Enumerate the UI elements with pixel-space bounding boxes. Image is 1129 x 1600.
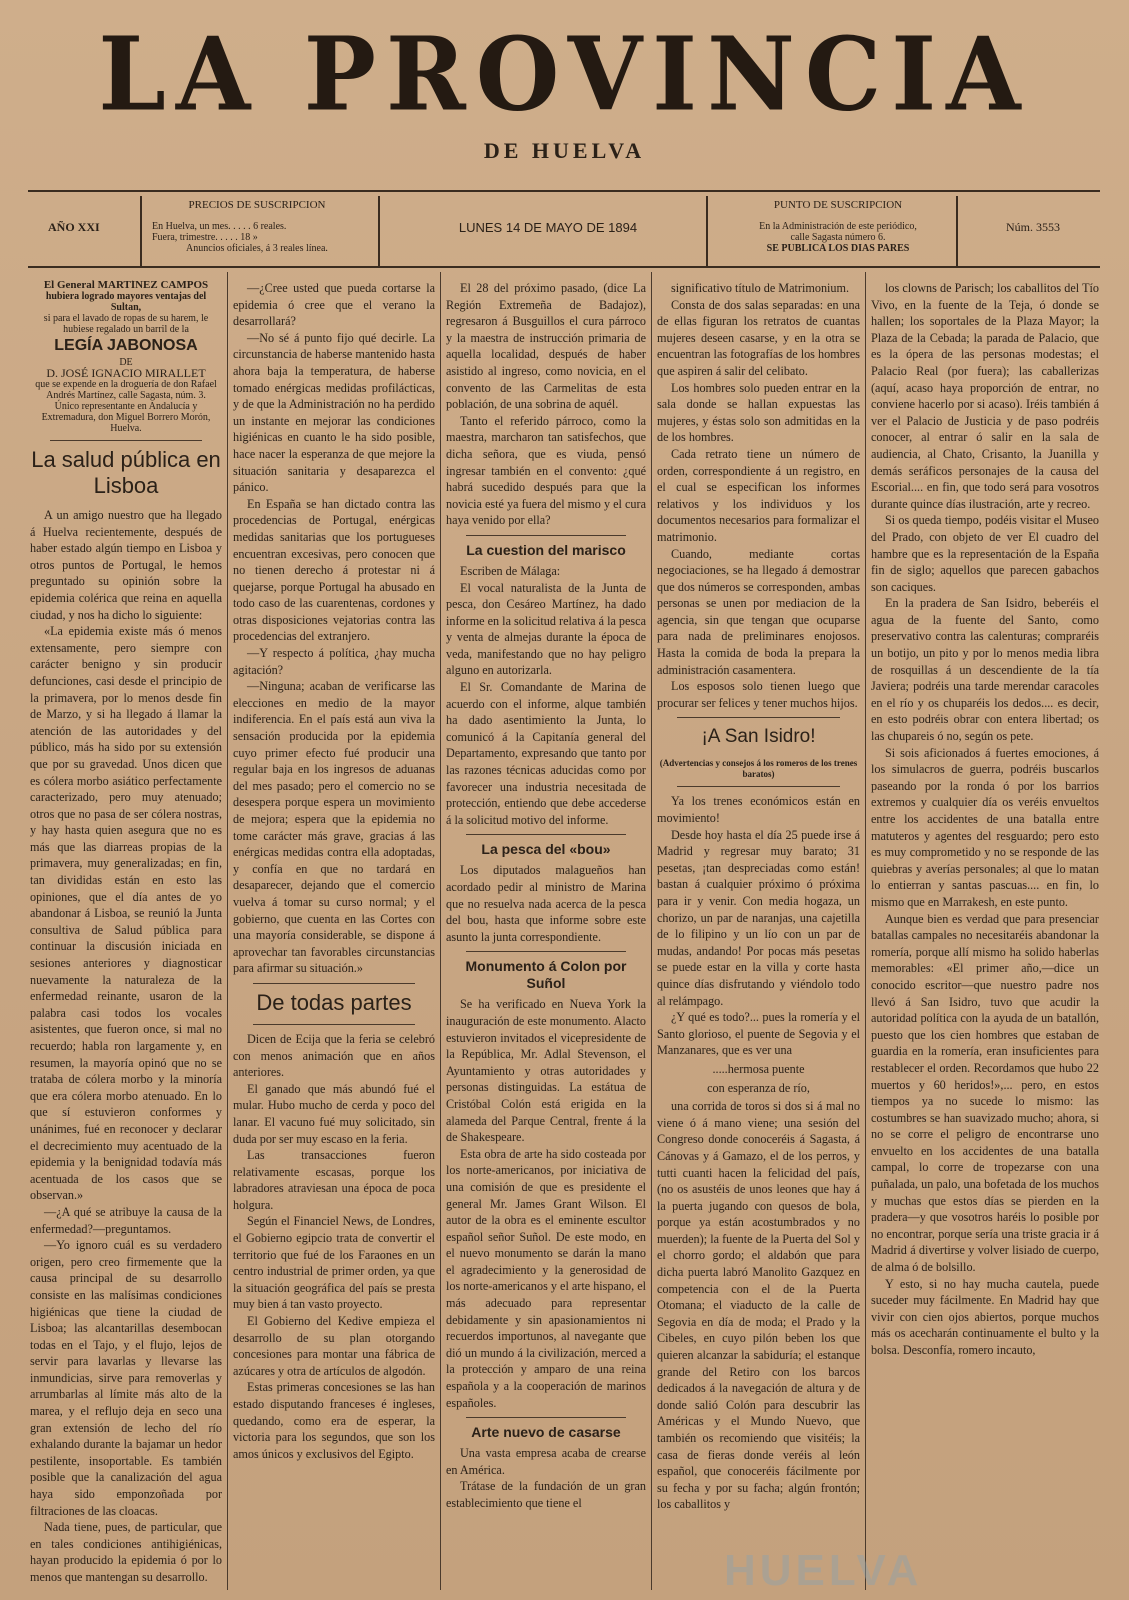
article-heading: La salud pública en Lisboa	[31, 447, 221, 498]
newspaper-title: LA PROVINCIA	[98, 15, 1031, 134]
info-separator	[706, 196, 708, 266]
paragraph: Trátase de la fundación de un gran establecimiento que tiene el	[446, 1479, 646, 1510]
divider	[677, 717, 840, 718]
prices-line-3: Anuncios oficiales, á 3 reales línea.	[186, 243, 328, 254]
paragraph: El Gobierno del Kedive empieza el desarrollo de su plan otorgando concesiones para montar una fábrica de azúcares y otra de artículos de algodón.	[233, 1314, 435, 1378]
newspaper-subtitle: DE HUELVA	[483, 138, 646, 163]
article-heading: Monumento á Colon por Suñol	[465, 958, 627, 992]
column-2	[233, 280, 435, 1590]
paragraph: Cada retrato tiene un número de orden, correspondiente á un registro, en el cual se especifican los informes relativos y los individuos y los documentos necesarios para formalizar el matrimonio.	[657, 446, 860, 544]
ad-brand: LEGÍA JABONOSA	[54, 337, 198, 354]
article-heading: ¡A San Isidro!	[701, 726, 816, 748]
paragraph: Los esposos solo tienen luego que procurar ser felices y tener muchos hijos.	[657, 679, 860, 710]
column-3	[446, 280, 646, 1590]
paragraph: Las transacciones fueron relativamente escasas, porque los labradores atraviesan una época de poca holgura.	[233, 1148, 435, 1212]
article-heading: De todas partes	[256, 989, 412, 1015]
issue-number: Núm. 3553	[1006, 220, 1060, 234]
article-heading: La pesca del «bou»	[481, 841, 611, 858]
divider	[466, 535, 626, 536]
paragraph: A un amigo nuestro que ha llegado á Huelva recientemente, después de haber estado algún tiempo en Lisboa y otros puntos de Portugal, le hemos preguntado su opinión sobre la epidemia colérica que reina en aquella ciudad, y nos ha dicho lo siguiente:	[30, 508, 222, 622]
ad-line-3: si para el lavado de ropas de su harem, le hubiese regalado un barril de la	[43, 313, 209, 335]
paragraph: Cuando, mediante cortas negociaciones, se ha llegado á demostrar que dos números se corresponden, ambas personas se unen por mediacion de la agencia, sin que tengan que ocuparse para nada de preliminares enojosos. Hasta la comida de boda la prepara la administración casamentera.	[657, 546, 860, 677]
prices-title: PRECIOS DE SUSCRIPCION	[188, 199, 326, 211]
paragraph: —¿A qué se atribuye la causa de la enfermedad?—preguntamos.	[30, 1204, 222, 1236]
paragraph: Si os queda tiempo, podéis visitar el Museo del Prado, con objeto de ver El cuadro del hambre que es la representación de la España fin de siglo; aquellos que parecen gabachos son caciques.	[871, 513, 1099, 594]
divider	[50, 440, 202, 441]
top-rule	[28, 190, 1100, 192]
column-rule	[865, 272, 866, 1590]
paragraph: Ya los trenes económicos están en movimiento!	[657, 794, 860, 826]
column-5	[871, 280, 1099, 1590]
ad-line-4: que se expende en la droguería de don Rafael Andrés Martínez, calle Sagasta, núm. 3.	[35, 379, 217, 401]
paragraph: En la pradera de San Isidro, beberéis el agua de la fuente del Santo, como preservativo contra las calenturas; compraréis un botijo, un pito y por lo menos media libra de rosquillas á un descendiente de la tía Javiera; podréis una tarde merendar caracoles en el río y os chuparéis los dedos.... es decir, en esto podréis obrar con entera libertad; os las chupareis ó no, según os pete.	[871, 596, 1099, 744]
archive-watermark: HUELVA	[724, 1546, 923, 1595]
paragraph: Dicen de Ecija que la feria se celebró con menos animación que en años anteriores.	[233, 1031, 435, 1080]
divider	[466, 1417, 626, 1418]
ad-de: DE	[119, 357, 133, 368]
paragraph: El ganado que más abundó fué el mular. Hubo mucho de cerda y poco del lanar. El vacuno fué muy solicitado, sin duda por ser muy escaso en la feria.	[233, 1081, 435, 1146]
verse-line: con esperanza de río,	[707, 1080, 810, 1095]
ad-line-5: Único representante en Andalucía y Extremadura, don Miguel Borrero Morón, Huelva.	[41, 401, 211, 434]
year-label: AÑO XXI	[48, 220, 100, 234]
paragraph: Se ha verificado en Nueva York la inauguración de este monumento. Alacto estuvieron invitados el vicepresidente de la República, Mr. Adlal Stevenson, el Ayuntamiento y otras autoridades y personas distinguidas. La estátua de Cristóbal Colón está erigida en la alameda del Parque Central, frente á la de Shakespeare.	[446, 997, 646, 1145]
paragraph: Desde hoy hasta el día 25 puede irse á Madrid y regresar muy barato; 31 pesetas, ¡tan despreciadas como están! bastan á cualquier próximo ó próxima para ir y venir. Con media hogaza, un chorizo, un par de naranjas, una cajetilla de lo filipino y un lío con un par de mudas, andando! Por pocas más pesetas se puede estar en la villa y corte hasta quince días disfrutando y viéndolo todo al relámpago.	[657, 827, 860, 1008]
paragraph: ¿Y qué es todo?... pues la romería y el Santo glorioso, el puente de Segovia y el Manzanares, que es ver una	[657, 1010, 860, 1058]
advertisement	[30, 280, 222, 434]
masthead	[0, 15, 1129, 164]
prices-line-1: En Huelva, un mes. . . . . 6 reales.	[152, 221, 287, 232]
divider	[253, 983, 415, 984]
column-4	[657, 280, 860, 1590]
ad-maker: D. JOSÉ IGNACIO MIRALLET	[46, 366, 206, 380]
paragraph: El vocal naturalista de la Junta de pesca, don Cesáreo Martínez, ha dado informe en la solicitud relativa á la pesca y venta de almejas durante la época de veda, manifestando que no hay peligro alguno en autorizarla.	[446, 580, 646, 678]
paragraph: Estas primeras concesiones se las han estado disputando franceses é ingleses, quedando, como era de esperar, la victoria para los segundos, que son los amos únicos y exclusivos del Egipto.	[233, 1380, 435, 1461]
subscription-line-2: calle Sagasta número 6.	[790, 232, 886, 243]
info-separator	[378, 196, 380, 266]
paragraph: los clowns de Parisch; los caballitos del Tío Vivo, en la fuente de la Teja, ó donde se hallen; los soportales de la Plaza Mayor; la Plaza de la Cebada; la parada de Palacio, que es la ópera de las personas modestas; el Palacio Real (por fuera); las caballerizas (aquí, acaso haya proporción de entrar, no conviene hacerlo por si acaso). Iréis también á ver el Palacio de Justicia y de paso podréis conocer, al entrar ó salir en la sala de audiencia, al Chato, Crisanto, la Juanilla y demás seráficos personajes de la causa del Escorial.... en fin, que todo será para vosotros durante quince días ilustración, arte y recreo.	[871, 281, 1099, 511]
subscription-block	[718, 196, 958, 266]
paragraph: Según el Financiel News, de Londres, el Gobierno egipcio trata de convertir el territorio que fué de los Faraones en un centro industrial de primer orden, ya que la situación geográfica del país se presta muy bien á tan vasto proyecto.	[233, 1214, 435, 1312]
paragraph: Consta de dos salas separadas: en una de ellas figuran los retratos de cuantas mujeres deseen casarse, y en la otra se encuentran las fotografías de los hombres que aspiren á salir del celibato.	[657, 297, 860, 378]
subscription-title: PUNTO DE SUSCRIPCION	[773, 199, 903, 211]
column-rule	[227, 272, 228, 1590]
paragraph: —No sé á punto fijo qué decirle. La circunstancia de haberse mantenido hasta ahora baja la temperatura, de haberse tomado enérgicas medidas profilácticas, y de que la Administración no ha perdido un instante en mejorar las condiciones higiénicas en cuanto le ha sido posible, hace nacer la esperanza de que mejore la situación sanitaria y desaparezca el pánico.	[233, 330, 435, 495]
paragraph: —¿Cree usted que pueda cortarse la epidemia ó cree que el verano la desarrollará?	[233, 281, 435, 329]
paragraph: significativo título de Matrimonium.	[671, 281, 850, 295]
divider	[677, 786, 840, 787]
subscription-line-3: SE PUBLICA LOS DIAS PARES	[766, 243, 910, 254]
column-1	[30, 280, 222, 1590]
paragraph: El 28 del próximo pasado, (dice La Región Extremeña de Badajoz), regresaron á Busguillos el cura párroco y la maestra de instrucción primaria de aquella localidad, después de haber asistido al ingreso, como novicia, en el convento de las Carmelitas de esta población, de una sobrina de aquél.	[446, 281, 646, 412]
paragraph: una corrida de toros si dos si á mal no viene ó á mano viene; una sesión del Congreso donde conoceréis á Sagasta, á Cánovas y á Gamazo, el de los perros, y tutti cuanti hacen la felicidad del país, (no os asustéis de unos leones que hay á la puerta jugando con quesos de bola, porque ya están acostumbrados y no muerden); la fuente de la Puerta del Sol y el chorro gordo; el aldabón que para dicha puerta labró Manolito Gazquez en competencia con el de la Puerta Otomana; el viaducto de la calle de Segovia en día de moda; el Prado y la Cibeles, en cuyo pilón beben los que quieren alcanzar la sabiduría; el estanque grande del Retiro con los barcos dedicados á la navegación de altura y de donde salió Colón para descubrir las Américas y el Mundo Nuevo, que también os recomiendo que visitéis; la casa de fieras donde veréis al león español, que conoceréis fácilmente por su fecha y por su facha; algún frontón; los caballitos y	[657, 1099, 860, 1512]
paragraph: Y esto, si no hay mucha cautela, puede suceder muy fácilmente. En Madrid hay que vivir con cien ojos abiertos, porque muchos más os acecharán continuamente el bulto y la bolsa. Desconfía, romero incauto,	[871, 1276, 1099, 1357]
paragraph: El Sr. Comandante de Marina de acuerdo con el informe, alque también ha dado asentimiento la Junta, lo comunicó á la Capitanía general del Departamento, expresando que tanto por las razones técnicas aducidas como por favorecer una industria necesitada de protección, entiendo que debe accederse á la solicitud motivo del informe.	[446, 680, 646, 827]
paragraph: Tanto el referido párroco, como la maestra, marcharon tan satisfechos, que dicha señora, que es viuda, pensó ingresar también en el convento: ¿qué habrá sucedido después para que la novicia esté ya fuera del mismo y el cura haya venido por ella?	[446, 413, 646, 528]
info-separator	[140, 196, 142, 266]
article-heading: La cuestion del marisco	[466, 541, 626, 558]
ad-line-2: hubiera logrado mayores ventajas del Sultan,	[45, 291, 207, 313]
article-subheading: (Advertencias y consejos á los romeros de los trenes baratos)	[659, 758, 858, 780]
paragraph: Los diputados malagueños han acordado pedir al ministro de Marina que no resuelva nada acerca de la pesca del bou, hasta que informe sobre este asunto la junta correspondiente.	[446, 863, 646, 944]
paragraph: —Ninguna; acaban de verificarse las elecciones en medio de la mayor indiferencia. En el país está aun viva la sensación producida por la epidemia cuyo primer efecto fué producir una regular baja en los ingresos de aduanas del mes pasado; pero el comercio no se desespera porque espera un movimiento de mejora; espera que la epidemia no tome carácter más grave, gracias á las enérgicas medidas contra ella adoptadas, y confía en que no tardará en desaparecer, dejando que el comercio vuelva á tomar su curso normal; y el gobierno, que cuenta en las Cortes con una mayoría considerable, se dispone á aprovechar tan favorables circunstancias para afirmar su situación.»	[233, 679, 435, 976]
prices-line-2: Fuera, trimestre. . . . . 18 »	[152, 232, 258, 243]
paragraph: Esta obra de arte ha sido costeada por los norte-americanos, por iniciativa de una comisión de que es presidente el general Mr. James Grant Wilson. El autor de la obra es el eminente escultor español señor Suñol. De este modo, en el nuevo monumento se darán la mano el agradecimiento y la generosidad de los norte-americanos y el arte hispano, el más adecuado para representar debidamente y sin apasionamientos ni recuerdos importunos, al navegante que dió un mundo á la civilización, merced a la protección y amparo de una reina española y a la cooperación de marinos españoles.	[446, 1146, 646, 1410]
divider	[466, 834, 626, 835]
paragraph: Nada tiene, pues, de particular, que en tales condiciones antihigiénicas, hayan producido la epidemia ó por lo menos que mantengan su desarrollo.	[30, 1520, 222, 1584]
divider	[253, 1024, 415, 1025]
issue-date: LUNES 14 DE MAYO DE 1894	[458, 220, 638, 235]
paragraph: En España se han dictado contra las procedencias de Portugal, enérgicas medidas sanitarias que los portugueses encuentran excesivas, pero conocen que no tienen derecho á protestar ni á quejarse, porque Portugal ha abusado en todo caso de las cuarentenas, cordones y otras disposiciones vejatorias contra las procedencias del extranjero.	[233, 496, 435, 644]
paragraph: —Y respecto á política, ¿hay mucha agitación?	[233, 646, 435, 677]
article-heading: Arte nuevo de casarse	[471, 1424, 621, 1441]
info-bar	[28, 196, 1100, 266]
info-separator	[956, 196, 958, 266]
verse-line: .....hermosa puente	[712, 1061, 805, 1076]
column-rule	[440, 272, 441, 1590]
paragraph: Escriben de Málaga:	[460, 563, 561, 578]
paragraph: Si sois aficionados á fuertes emociones, á los simulacros de guerra, podréis buscarlos paseando por la ronda ó por los barrios extremos y cualquier día os veréis envueltos entre los accidentes de una batalla entre matuteros y agentes del resguardo; pero esto es muy comprometido y no se responde de las quiebras y averías personales; al que lo matan lo entierran y santas pascuas.... en fin, lo mismo que en Marrakesh, en este punto.	[871, 745, 1099, 909]
ad-line-1: El General MARTÍNEZ CAMPOS	[43, 280, 209, 291]
paragraph: Aunque bien es verdad que para presenciar batallas campales no necesitaréis abandonar la romería, porque allí mismo ha solido haberlas memorables: «El primer año,—dice un conocido escritor—que nuestro padre nos llevó á San Isidro, tuvo que acudir la autoridad política con la ayuda de un batallón, puesto que los cien hombres que estaban de guardia en la romería, eran insuficientes para restablecer el orden. Recordamos que hubo 22 muertos y 60 heridos!»,... pero, en estos tiempos ya no sucede lo mismo: las costumbres se han suavizado mucho; ahora, si no se corre el peligro de encontrarse uno envuelto en los accidentes de una batalla campal, lo corre de tropezarse con una puñalada, un palo, una bofetada de los muchos y muchas que estos días se pierden en la pradera—y que vosotros haréis lo posible por no encontrar, porque sería una triste gracia ir á Madrid á divertirse y volver lisiado de cuerpo, de alma ó de bolsillo.	[871, 911, 1099, 1275]
prices-block	[152, 196, 362, 266]
divider	[466, 951, 626, 952]
paragraph: Los hombres solo pueden entrar en la sala donde se hallan expuestas las mujeres, y éstas solo son admitidas en la de los hombres.	[657, 380, 860, 445]
subscription-line-1: En la Administración de este periódico,	[759, 221, 917, 232]
paragraph: «La epidemia existe más ó menos extensamente, pero siempre con carácter benigno y sin producir defunciones, casi desde el principio de la primavera, por lo menos desde fin de Marzo, y si ha llegado á llamar la atención de las autoridades y del público, más ha sido por su extensión que por su gravedad. Unos dicen que es cólera morbo asiático perfectamente caracterizado, pero muy atenuado; otros que no pasa de ser cólera nostras, y hay hasta quien asegura que no es más que las diarreas propias de la primavera, muy generalizadas; en fin, tan divididas están en esto las opiniones, que el día antes de yo abandonar á Lisboa, se reunió la Junta consultiva de Salud pública para continuar la discusión iniciada en sesiones anteriores y diagnosticar nuevamente la naturaleza de la enfermedad reinante, usaron de la palabra casi todos los vocales asistentes, que fueron once, si mal no recuerdo; habla ron largamente y, en resumen, la mayoría opinó que no se trataba de cólera morbo y la minoría que era cólera morbo atenuado. En lo que sí estuvieron conformes y unánimes, fué en reconocer y declarar el decrecimiento muy acentuado de la epidemia y la benignidad todavía más acentuada de los casos que se observan.»	[30, 624, 222, 1203]
paragraph: —Yo ignoro cuál es su verdadero origen, pero creo firmemente que la causa principal de su desarrollo consiste en las malísimas condiciones higiénicas que tiene la ciudad de Lisboa; las alcantarillas desembocan todas en el Tajo, y el flujo, lejos de servir para lavarlas y llevarse las inmundicias, sirve para removerlas y arrumbarlas al límite más alto de la marea, y el reflujo deja en seco una gran extensión de lecho del río exhalando durante la bajamar un hedor pestilente, insoportable. Es también posible que la canalización del agua haya sido emponzoñada por filtraciones de las cloacas.	[30, 1238, 222, 1518]
column-rule	[651, 272, 652, 1590]
paragraph: Una vasta empresa acaba de crearse en América.	[446, 1446, 646, 1477]
